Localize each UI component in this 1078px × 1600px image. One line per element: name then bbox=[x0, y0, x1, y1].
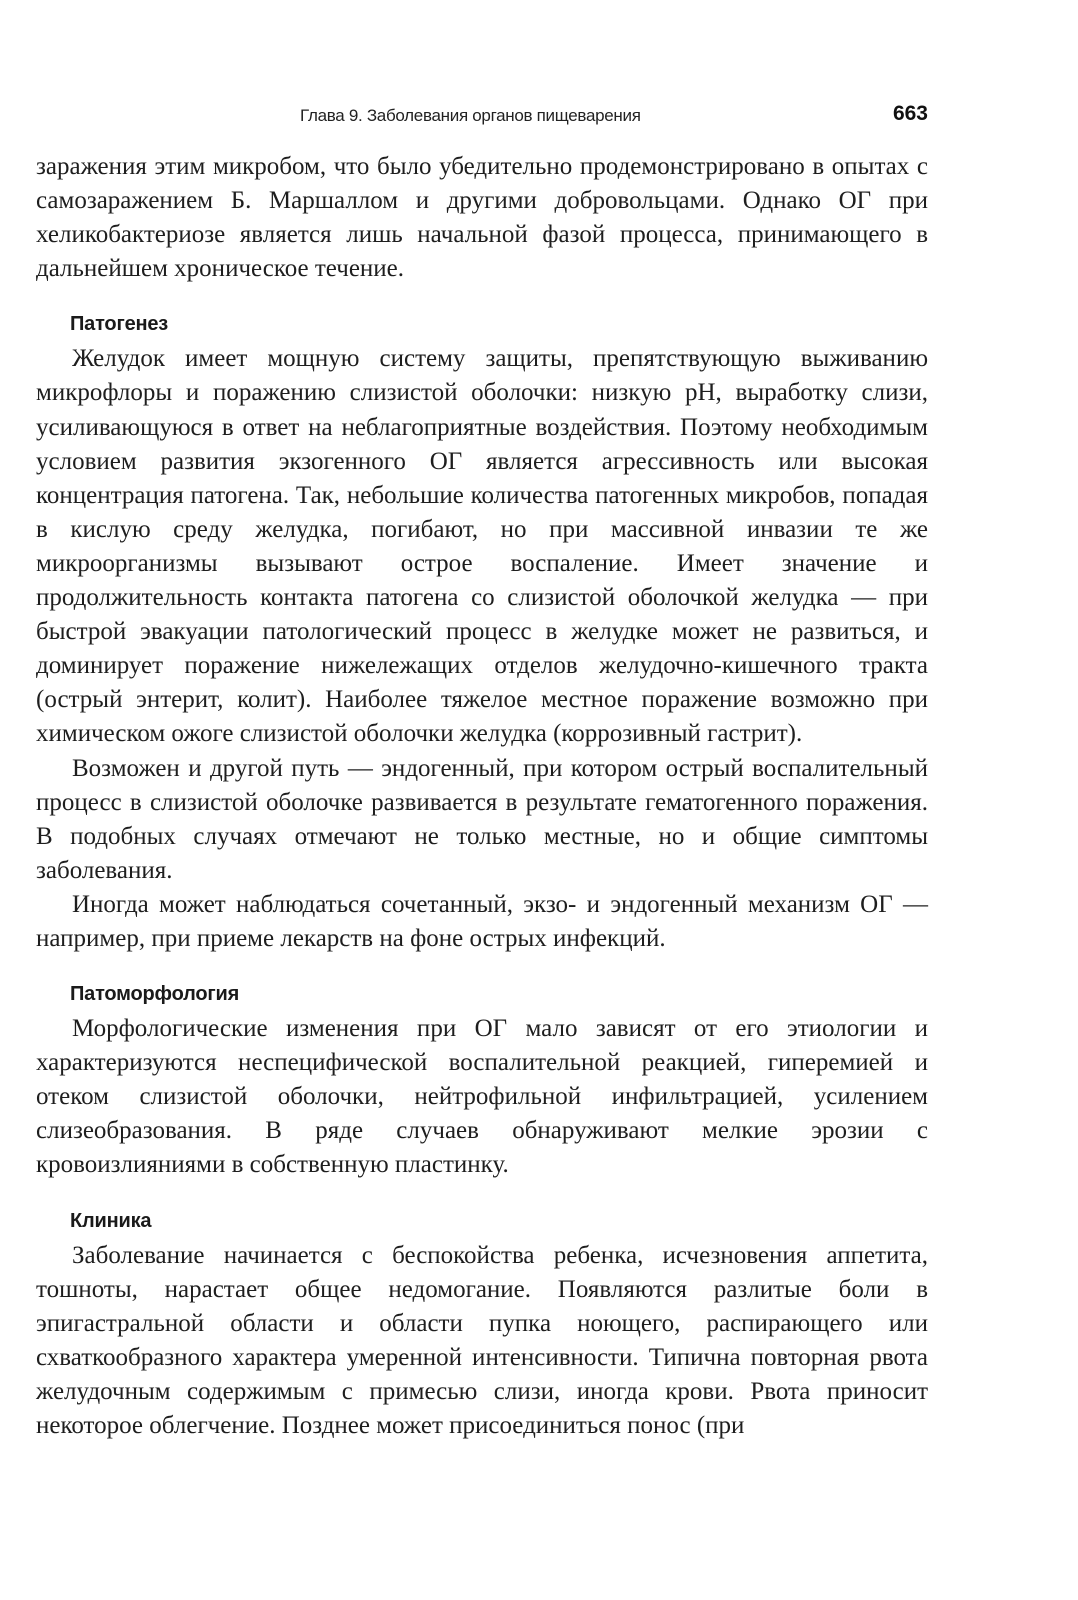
section-heading-pathomorphology: Патоморфология bbox=[70, 983, 240, 1006]
clinic-paragraph-1: Заболевание начинается с беспокойства ребенка, исчезновения аппетита, тошноты, нарастает общее недомогание. Появляются разлитые боли в эпигастральной области и области пупка ноющего, распирающего или схваткообразного характера умеренной интенсивности. Типична повторная рвота желудочным содержимым с примесью слизи, иногда крови. Рвота приносит некоторое облегчение. Позднее может присоединиться понос (при bbox=[36, 1241, 928, 1439]
section-heading-pathogenesis: Патогенез bbox=[70, 313, 169, 336]
running-header bbox=[36, 100, 928, 132]
pathogenesis-paragraph-3: Иногда может наблюдаться сочетанный, экзо- и эндогенный механизм ОГ — например, при приеме лекарств на фоне острых инфекций. bbox=[36, 890, 928, 952]
pathogenesis-paragraph-1: Желудок имеет мощную систему защиты, препятствующую выживанию микрофлоры и поражению слизистой оболочки: низкую pH, выработку слизи, усиливающуюся в ответ на неблагоприятные воздействия. Поэтому необходимым условием развития экзогенного ОГ является агрессивность или высокая концентрация патогена. Так, небольшие количества патогенных микробов, попадая в кислую среду желудка, погибают, но при массивной инвазии те же микроорганизмы вызывают острое воспаление. Имеет значение и продолжительность контакта патогена со слизистой оболочкой желудка — при быстрой эвакуации патологический процесс в желудке может не развиться, и доминирует поражение нижележащих отделов желудочно-кишечного тракта (острый энтерит, колит). Наиболее тяжелое местное поражение возможно при химическом ожоге слизистой оболочки желудка (коррозивный гастрит). bbox=[36, 345, 928, 748]
page-number: 663 bbox=[892, 102, 928, 125]
chapter-title: Глава 9. Заболевания органов пищеварения bbox=[300, 106, 641, 125]
book-page bbox=[36, 100, 928, 1443]
pathomorphology-paragraph-1: Морфологические изменения при ОГ мало зависят от его этиологии и характеризуются неспецифической воспалительной реакцией, гиперемией и отеком слизистой оболочки, нейтрофильной инфильтрацией, усилением слизеобразования. В ряде случаев обнаруживают мелкие эрозии с кровоизлияниями в собственную пластинку. bbox=[36, 1015, 928, 1179]
intro-paragraph: заражения этим микробом, что было убедительно продемонстрировано в опытах с самозаражением Б. Маршаллом и другими добровольцами. Однако ОГ при хеликобактериозе является лишь начальной фазой процесса, принимающего в дальнейшем хроническое течение. bbox=[36, 153, 928, 283]
pathogenesis-paragraph-2: Возможен и другой путь — эндогенный, при котором острый воспалительный процесс в слизистой оболочке развивается в результате гематогенного поражения. В подобных случаях отмечают не только местные, но и общие симптомы заболевания. bbox=[36, 754, 928, 884]
section-heading-clinic: Клиника bbox=[70, 1209, 152, 1232]
